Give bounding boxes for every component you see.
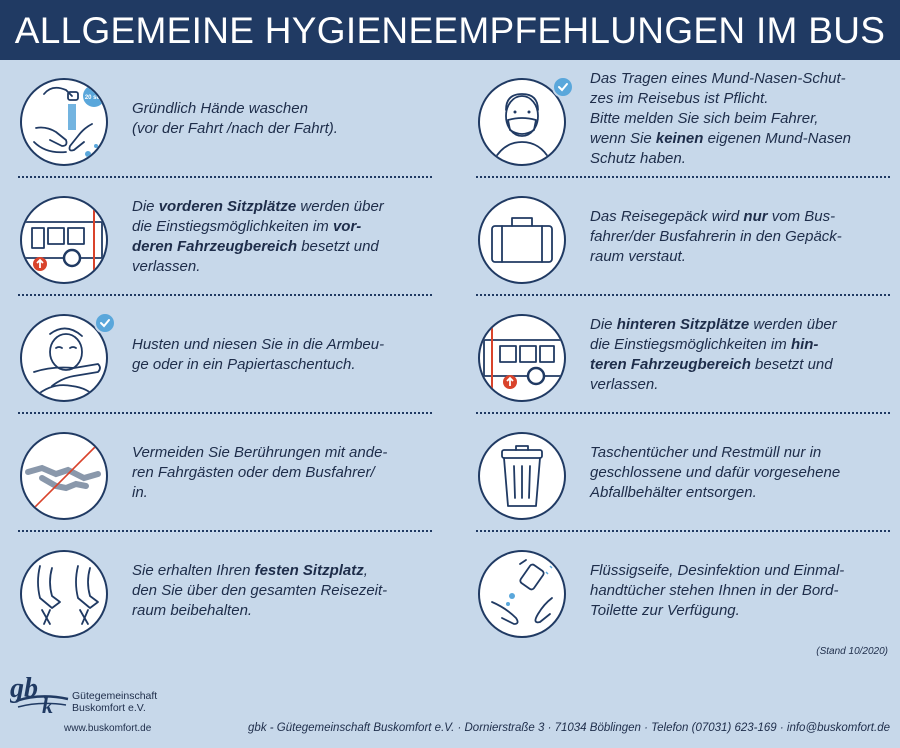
text-segment: Die xyxy=(132,198,159,215)
svg-text:gb: gb xyxy=(10,673,38,704)
emphasis-text: vor- xyxy=(332,218,362,235)
text-segment: werden über xyxy=(749,316,837,333)
text-segment: Gründlich Hände waschen xyxy=(132,100,308,117)
text-segment: besetzt und xyxy=(297,238,379,255)
text-segment: , xyxy=(363,562,368,579)
page-title: ALLGEMEINE HYGIENEEMPFEHLUNGEN IM BUS xyxy=(14,10,886,51)
item-text xyxy=(590,532,890,650)
bus-front-door-icon xyxy=(20,196,108,284)
bus-seats-icon xyxy=(20,550,108,638)
logo-text xyxy=(72,690,157,714)
right-column xyxy=(470,60,890,650)
list-item xyxy=(470,296,890,414)
item-text xyxy=(132,532,432,650)
emphasis-text: vorderen Sitzplätze xyxy=(158,198,297,215)
text-segment: wenn Sie xyxy=(590,130,656,147)
item-description xyxy=(590,443,840,503)
emphasis-text: nur xyxy=(743,208,768,225)
text-segment: raum beibehalten. xyxy=(132,602,253,619)
text-segment: fahrer/der Busfahrerin in den Gepäck- xyxy=(590,228,842,245)
text-segment: die Einstiegsmöglichkeiten im xyxy=(590,336,791,353)
text-segment: vom Bus- xyxy=(767,208,836,225)
item-description xyxy=(132,335,384,375)
text-segment: Die xyxy=(590,316,617,333)
text-segment: Bitte melden Sie sich beim Fahrer, xyxy=(590,110,819,127)
text-segment: zes im Reisebus ist Pflicht. xyxy=(590,90,769,107)
emphasis-text: hin- xyxy=(790,336,819,353)
website-link[interactable]: www.buskomfort.de xyxy=(64,723,152,734)
item-description xyxy=(132,99,338,139)
emphasis-text: keinen xyxy=(655,130,704,147)
list-item xyxy=(12,532,432,650)
left-column xyxy=(12,60,432,650)
luggage-icon xyxy=(478,196,566,284)
text-segment: Taschentücher und Restmüll nur in xyxy=(590,444,822,461)
list-item xyxy=(470,60,890,178)
svg-text:k: k xyxy=(42,693,53,717)
text-segment: in. xyxy=(132,484,148,501)
logo-line-2: Buskomfort e.V. xyxy=(72,702,146,714)
text-segment: Schutz haben. xyxy=(590,150,686,167)
trash-can-icon xyxy=(478,432,566,520)
item-text xyxy=(132,60,432,178)
emphasis-text: deren Fahrzeugbereich xyxy=(132,238,298,255)
list-item xyxy=(470,178,890,296)
logo-line-1: Gütegemeinschaft xyxy=(72,690,158,702)
header-banner xyxy=(0,0,900,60)
status-date: (Stand 10/2020) xyxy=(816,646,888,657)
item-description xyxy=(132,197,384,277)
text-segment: besetzt und xyxy=(750,356,833,373)
item-description xyxy=(590,207,842,267)
checkmark-icon xyxy=(94,312,116,334)
list-item xyxy=(470,414,890,532)
liquid-soap-icon xyxy=(478,550,566,638)
bus-rear-door-icon xyxy=(478,314,566,402)
text-segment: Abfallbehälter entsorgen. xyxy=(590,484,757,501)
list-item xyxy=(470,532,890,650)
text-segment: Flüssigseife, Desinfektion und Einmal- xyxy=(590,562,845,579)
text-segment: verlassen. xyxy=(132,258,201,275)
list-item xyxy=(12,178,432,296)
text-segment: den Sie über den gesamten Reisezeit- xyxy=(132,582,388,599)
text-segment: handtücher stehen Ihnen in der Bord- xyxy=(590,582,839,599)
hand-washing-icon xyxy=(20,78,108,166)
item-text xyxy=(590,296,890,414)
item-description xyxy=(132,443,387,503)
list-item xyxy=(12,60,432,178)
text-segment: Vermeiden Sie Berührungen mit ande- xyxy=(132,444,388,461)
text-segment: raum verstaut. xyxy=(590,248,686,265)
text-segment: Das Reisegepäck wird xyxy=(590,208,744,225)
text-segment: geschlossene und dafür vorgesehene xyxy=(590,464,841,481)
item-text xyxy=(590,178,890,296)
emphasis-text: festen Sitzplatz xyxy=(254,562,364,579)
item-text xyxy=(590,414,890,532)
item-description xyxy=(132,561,387,621)
text-segment: verlassen. xyxy=(590,376,659,393)
text-segment: ren Fahrgästen oder dem Busfahrer/ xyxy=(132,464,375,481)
text-segment: Husten und niesen Sie in die Armbeu- xyxy=(132,336,385,353)
list-item xyxy=(12,296,432,414)
item-description xyxy=(590,69,851,169)
list-item xyxy=(12,414,432,532)
item-description xyxy=(590,315,837,395)
footer-address: gbk - Gütegemeinschaft Buskomfort e.V. · Dornierstraße 3 · 71034 Böblingen · Telefon (07031) 623-169 · info@buskomfort.de xyxy=(248,722,890,734)
text-segment: (vor der Fahrt /nach der Fahrt). xyxy=(132,120,338,137)
item-text xyxy=(132,296,432,414)
text-segment: Sie erhalten Ihren xyxy=(132,562,255,579)
text-segment: Das Tragen eines Mund-Nasen-Schut- xyxy=(590,70,846,87)
text-segment: die Einstiegsmöglichkeiten im xyxy=(132,218,333,235)
checkmark-icon xyxy=(552,76,574,98)
item-text xyxy=(132,414,432,532)
emphasis-text: hinteren Sitzplätze xyxy=(616,316,750,333)
item-text xyxy=(590,60,890,178)
item-description xyxy=(590,561,844,621)
emphasis-text: teren Fahrzeugbereich xyxy=(590,356,751,373)
text-segment: eigenen Mund-Nasen xyxy=(703,130,852,147)
svg-text:20 sec: 20 sec xyxy=(84,95,104,101)
item-text xyxy=(132,178,432,296)
text-segment: ge oder in ein Papiertaschentuch. xyxy=(132,356,356,373)
text-segment: werden über xyxy=(296,198,384,215)
text-segment: Toilette zur Verfügung. xyxy=(590,602,740,619)
no-handshake-icon xyxy=(20,432,108,520)
